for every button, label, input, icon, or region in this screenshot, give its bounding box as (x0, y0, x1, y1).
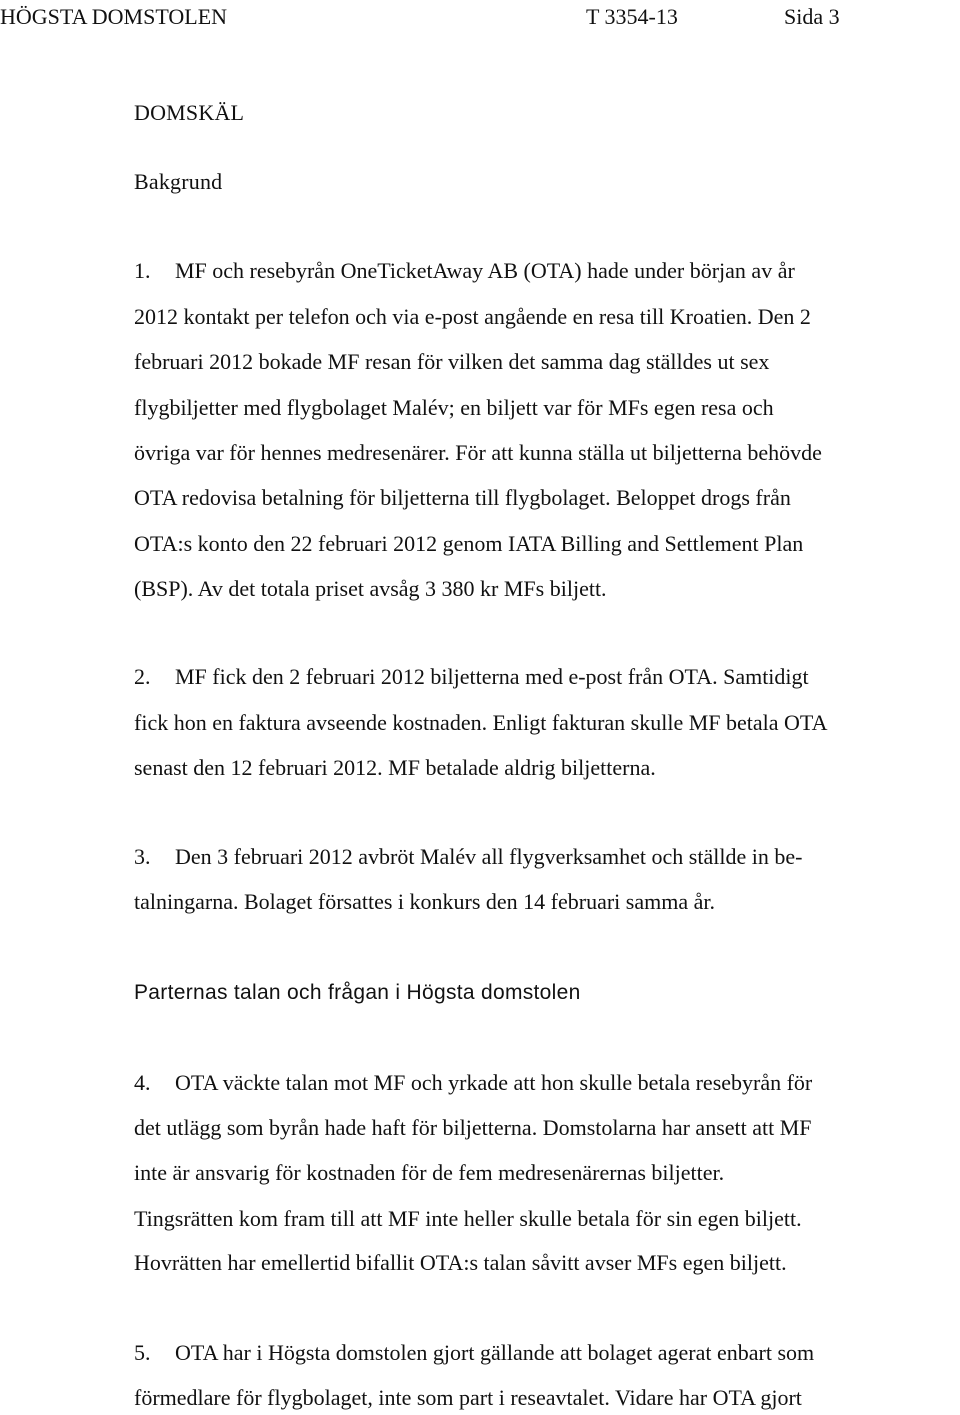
paragraph-4-line-2: det utlägg som byrån hade haft för biljetterna. Domstolarna har ansett att MF (134, 1115, 812, 1140)
paragraph-4-line-4: Tingsrätten kom fram till att MF inte heller skulle betala för sin egen biljett. (134, 1206, 802, 1231)
paragraph-3-line-2: talningarna. Bolaget försattes i konkurs den 14 februari samma år. (134, 889, 715, 914)
document-title: DOMSKÄL (134, 100, 245, 125)
paragraph-1-line-8: (BSP). Av det totala priset avsåg 3 380 kr MFs biljett. (134, 576, 607, 601)
paragraph-5-line-1: 5. OTA har i Högsta domstolen gjort gällande att bolaget agerat enbart som (134, 1338, 814, 1368)
page-number: Sida 3 (784, 4, 840, 29)
paragraph-1-line-7: OTA:s konto den 22 februari 2012 genom IATA Billing and Settlement Plan (134, 531, 804, 556)
paragraph-1-line-2: 2012 kontakt per telefon och via e-post angående en resa till Kroatien. Den 2 (134, 304, 811, 329)
paragraph-2-line-2: fick hon en faktura avseende kostnaden. Enligt fakturan skulle MF betala OTA (134, 710, 828, 735)
section-heading-parties: Parternas talan och frågan i Högsta domstolen (134, 981, 581, 1004)
paragraph-1-number: 1. (134, 258, 151, 283)
paragraph-4-line-3: inte är ansvarig för kostnaden för de fem medresenärernas biljetter. (134, 1160, 725, 1185)
court-name: HÖGSTA DOMSTOLEN (0, 4, 228, 29)
paragraph-1-line-4: flygbiljetter med flygbolaget Malév; en biljett var för MFs egen resa och (134, 395, 774, 420)
paragraph-1-line-3: februari 2012 bokade MF resan för vilken det samma dag ställdes ut sex (134, 349, 770, 374)
paragraph-2-number: 2. (134, 664, 151, 689)
paragraph-2-line-3: senast den 12 februari 2012. MF betalade aldrig biljetterna. (134, 755, 656, 780)
paragraph-1-line-1: 1. MF och resebyrån OneTicketAway AB (OTA) hade under början av år (134, 256, 795, 286)
paragraph-3-line-1: 3. Den 3 februari 2012 avbröt Malév all flygverksamhet och ställde in be- (134, 842, 802, 872)
paragraph-2-line-1: 2. MF fick den 2 februari 2012 biljetterna med e-post från OTA. Samtidigt (134, 662, 809, 692)
paragraph-1-line-6: OTA redovisa betalning för biljetterna till flygbolaget. Beloppet drogs från (134, 485, 791, 510)
paragraph-4-line-1: 4. OTA väckte talan mot MF och yrkade att hon skulle betala resebyrån för (134, 1068, 812, 1098)
page-header (0, 4, 960, 34)
paragraph-4-number: 4. (134, 1070, 151, 1095)
case-number: T 3354-13 (586, 4, 678, 29)
paragraph-4-line-5: Hovrätten har emellertid bifallit OTA:s talan såvitt avser MFs egen biljett. (134, 1250, 787, 1275)
paragraph-1-line-5: övriga var för hennes medresenärer. För att kunna ställa ut biljetterna behövde (134, 440, 822, 465)
paragraph-5-line-2: förmedlare för flygbolaget, inte som part i reseavtalet. Vidare har OTA gjort (134, 1385, 802, 1410)
paragraph-3-number: 3. (134, 844, 151, 869)
paragraph-5-number: 5. (134, 1340, 151, 1365)
section-heading-background: Bakgrund (134, 169, 223, 194)
